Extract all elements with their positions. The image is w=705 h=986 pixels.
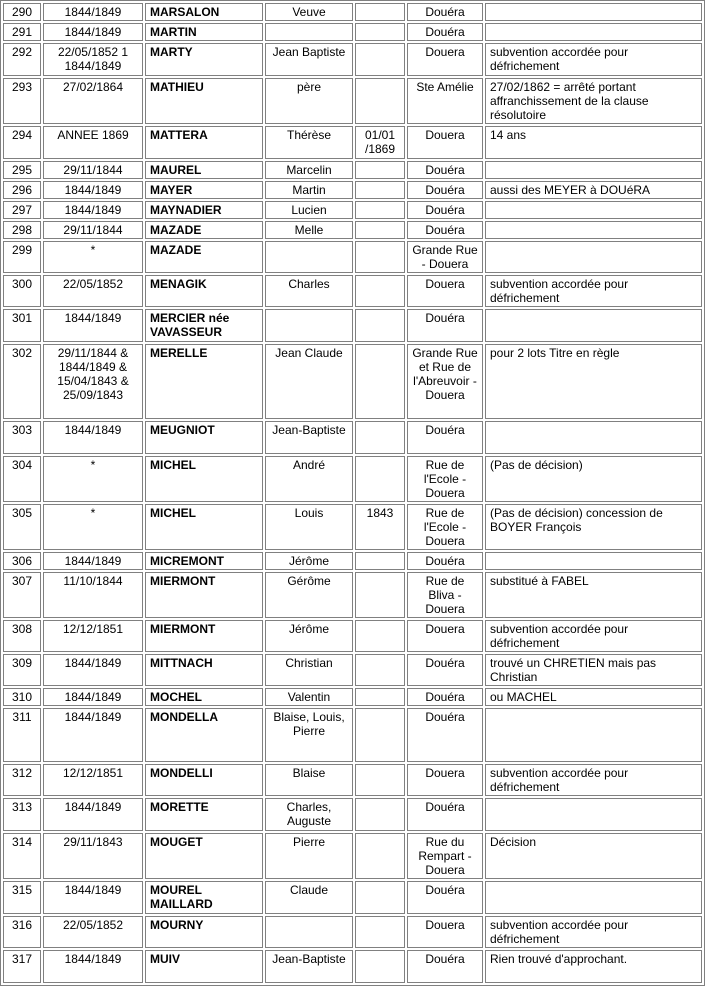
surname-cell: MENAGIK [145,275,263,307]
firstname-cell: Charles, Auguste [265,798,353,831]
row-number: 307 [3,572,41,618]
firstname-cell: Martin [265,181,353,199]
date-cell: 1844/1849 [43,309,143,342]
table-row [3,78,702,124]
note-cell: trouvé un CHRETIEN mais pas Christian [485,654,702,686]
surname-cell: MORETTE [145,798,263,831]
place-cell: Douéra [407,688,483,706]
row-number: 292 [3,43,41,76]
date-cell: 1844/1849 [43,201,143,219]
surname-cell: MATHIEU [145,78,263,124]
note-cell: subvention accordée pour défrichement [485,43,702,76]
firstname-cell [265,309,353,342]
place-cell: Rue de l'Ecole - Douera [407,456,483,502]
year-cell [355,78,405,124]
table-row [3,620,702,652]
surname-cell: MONDELLA [145,708,263,762]
row-number: 310 [3,688,41,706]
note-cell [485,881,702,914]
note-cell [485,552,702,570]
surname-cell: MIERMONT [145,572,263,618]
note-cell [485,23,702,41]
year-cell [355,241,405,273]
surname-cell: MAUREL [145,161,263,179]
surname-cell: MITTNACH [145,654,263,686]
table-row [3,181,702,199]
year-cell [355,421,405,454]
place-cell: Rue de Bliva - Douera [407,572,483,618]
note-cell: pour 2 lots Titre en règle [485,344,702,419]
place-cell: Rue du Rempart - Douera [407,833,483,879]
row-number: 296 [3,181,41,199]
place-cell: Douéra [407,552,483,570]
table-row [3,275,702,307]
firstname-cell: Jean Baptiste [265,43,353,76]
firstname-cell: Gérôme [265,572,353,618]
row-number: 304 [3,456,41,502]
place-cell: Douéra [407,708,483,762]
row-number: 313 [3,798,41,831]
date-cell: * [43,456,143,502]
row-number: 301 [3,309,41,342]
year-cell [355,181,405,199]
note-cell [485,161,702,179]
year-cell [355,344,405,419]
row-number: 300 [3,275,41,307]
year-cell [355,201,405,219]
date-cell: 1844/1849 [43,3,143,21]
row-number: 294 [3,126,41,159]
place-cell: Rue de l'Ecole - Douera [407,504,483,550]
surname-cell: MAYNADIER [145,201,263,219]
surname-cell: MARTY [145,43,263,76]
firstname-cell: Blaise [265,764,353,796]
firstname-cell [265,916,353,948]
year-cell [355,688,405,706]
row-number: 303 [3,421,41,454]
surname-cell: MERCIER née VAVASSEUR [145,309,263,342]
firstname-cell: Jean-Baptiste [265,950,353,983]
place-cell: Douera [407,764,483,796]
note-cell: Décision [485,833,702,879]
row-number: 290 [3,3,41,21]
table-row [3,654,702,686]
surname-cell: MONDELLI [145,764,263,796]
year-cell [355,23,405,41]
table-row [3,552,702,570]
year-cell: 1843 [355,504,405,550]
row-number: 311 [3,708,41,762]
firstname-cell: Thérèse [265,126,353,159]
date-cell: 12/12/1851 [43,764,143,796]
note-cell: ou MACHEL [485,688,702,706]
note-cell [485,798,702,831]
table-row [3,201,702,219]
place-cell: Douéra [407,201,483,219]
year-cell: 01/01 /1869 [355,126,405,159]
row-number: 302 [3,344,41,419]
firstname-cell [265,241,353,273]
surname-cell: MARTIN [145,23,263,41]
note-cell [485,421,702,454]
place-cell: Douera [407,43,483,76]
date-cell: ANNEE 1869 [43,126,143,159]
surname-cell: MOCHEL [145,688,263,706]
date-cell: 29/11/1844 [43,161,143,179]
date-cell: 1844/1849 [43,950,143,983]
table-row [3,221,702,239]
firstname-cell: Christian [265,654,353,686]
place-cell: Douéra [407,798,483,831]
year-cell [355,552,405,570]
year-cell [355,221,405,239]
surname-cell: MICHEL [145,504,263,550]
note-cell: (Pas de décision) concession de BOYER François [485,504,702,550]
year-cell [355,916,405,948]
firstname-cell: Louis [265,504,353,550]
row-number: 305 [3,504,41,550]
year-cell [355,881,405,914]
place-cell: Douera [407,620,483,652]
place-cell: Ste Amélie [407,78,483,124]
table-row [3,421,702,454]
firstname-cell: Valentin [265,688,353,706]
date-cell: 1844/1849 [43,798,143,831]
date-cell: 12/12/1851 [43,620,143,652]
note-cell [485,3,702,21]
place-cell: Douéra [407,221,483,239]
row-number: 308 [3,620,41,652]
note-cell [485,309,702,342]
note-cell [485,221,702,239]
year-cell [355,620,405,652]
note-cell: subvention accordée pour défrichement [485,764,702,796]
row-number: 295 [3,161,41,179]
year-cell [355,309,405,342]
note-cell: aussi des MEYER à DOUéRA [485,181,702,199]
date-cell: * [43,504,143,550]
note-cell: substitué à FABEL [485,572,702,618]
firstname-cell: André [265,456,353,502]
row-number: 293 [3,78,41,124]
date-cell: 1844/1849 [43,23,143,41]
table-row [3,708,702,762]
year-cell [355,798,405,831]
year-cell [355,950,405,983]
date-cell: 1844/1849 [43,654,143,686]
row-number: 317 [3,950,41,983]
date-cell: 11/10/1844 [43,572,143,618]
surname-cell: MATTERA [145,126,263,159]
firstname-cell: Veuve [265,3,353,21]
firstname-cell: Charles [265,275,353,307]
table-row [3,764,702,796]
year-cell [355,3,405,21]
place-cell: Douéra [407,950,483,983]
place-cell: Douera [407,275,483,307]
register-body [3,3,702,983]
surname-cell: MOUREL MAILLARD [145,881,263,914]
table-row [3,456,702,502]
table-row [3,241,702,273]
surname-cell: MAZADE [145,221,263,239]
table-row [3,798,702,831]
date-cell: 1844/1849 [43,688,143,706]
date-cell: 29/11/1843 [43,833,143,879]
firstname-cell: Blaise, Louis, Pierre [265,708,353,762]
date-cell: 22/05/1852 [43,275,143,307]
place-cell: Douéra [407,881,483,914]
date-cell: 22/05/1852 1 1844/1849 [43,43,143,76]
table-row [3,881,702,914]
year-cell [355,833,405,879]
table-row [3,504,702,550]
table-row [3,916,702,948]
firstname-cell: Jérôme [265,620,353,652]
date-cell: 22/05/1852 [43,916,143,948]
firstname-cell: Lucien [265,201,353,219]
note-cell: (Pas de décision) [485,456,702,502]
table-row [3,572,702,618]
surname-cell: MUIV [145,950,263,983]
year-cell [355,456,405,502]
surname-cell: MAZADE [145,241,263,273]
row-number: 309 [3,654,41,686]
date-cell: * [43,241,143,273]
note-cell: Rien trouvé d'approchant. [485,950,702,983]
note-cell: subvention accordée pour défrichement [485,275,702,307]
surname-cell: MICHEL [145,456,263,502]
year-cell [355,708,405,762]
table-row [3,126,702,159]
row-number: 297 [3,201,41,219]
note-cell: subvention accordée pour défrichement [485,620,702,652]
table-row [3,344,702,419]
note-cell [485,708,702,762]
surname-cell: MARSALON [145,3,263,21]
surname-cell: MEUGNIOT [145,421,263,454]
firstname-cell: père [265,78,353,124]
place-cell: Douéra [407,181,483,199]
surname-cell: MAYER [145,181,263,199]
place-cell: Douéra [407,309,483,342]
place-cell: Douera [407,126,483,159]
note-cell: 27/02/1862 = arrêté portant affranchissement de la clause résolutoire [485,78,702,124]
date-cell: 29/11/1844 & 1844/1849 & 15/04/1843 & 25/09/1843 [43,344,143,419]
row-number: 298 [3,221,41,239]
place-cell: Douéra [407,421,483,454]
place-cell: Douéra [407,161,483,179]
place-cell: Grande Rue et Rue de l'Abreuvoir - Douera [407,344,483,419]
note-cell: 14 ans [485,126,702,159]
note-cell [485,241,702,273]
surname-cell: MERELLE [145,344,263,419]
place-cell: Douéra [407,3,483,21]
surname-cell: MOUGET [145,833,263,879]
table-row [3,833,702,879]
note-cell [485,201,702,219]
year-cell [355,43,405,76]
year-cell [355,572,405,618]
date-cell: 1844/1849 [43,421,143,454]
table-row [3,3,702,21]
date-cell: 1844/1849 [43,181,143,199]
row-number: 291 [3,23,41,41]
row-number: 312 [3,764,41,796]
row-number: 306 [3,552,41,570]
table-row [3,309,702,342]
surname-cell: MOURNY [145,916,263,948]
surname-cell: MIERMONT [145,620,263,652]
place-cell: Douéra [407,23,483,41]
surname-cell: MICREMONT [145,552,263,570]
firstname-cell: Jérôme [265,552,353,570]
year-cell [355,161,405,179]
firstname-cell: Jean-Baptiste [265,421,353,454]
date-cell: 1844/1849 [43,708,143,762]
firstname-cell: Claude [265,881,353,914]
date-cell: 27/02/1864 [43,78,143,124]
firstname-cell [265,23,353,41]
firstname-cell: Marcelin [265,161,353,179]
table-row [3,43,702,76]
place-cell: Douéra [407,654,483,686]
firstname-cell: Jean Claude [265,344,353,419]
firstname-cell: Melle [265,221,353,239]
date-cell: 1844/1849 [43,881,143,914]
year-cell [355,654,405,686]
row-number: 314 [3,833,41,879]
firstname-cell: Pierre [265,833,353,879]
year-cell [355,275,405,307]
row-number: 299 [3,241,41,273]
note-cell: subvention accordée pour défrichement [485,916,702,948]
date-cell: 1844/1849 [43,552,143,570]
place-cell: Grande Rue - Douera [407,241,483,273]
date-cell: 29/11/1844 [43,221,143,239]
place-cell: Douera [407,916,483,948]
table-row [3,950,702,983]
row-number: 315 [3,881,41,914]
year-cell [355,764,405,796]
table-row [3,688,702,706]
table-row [3,23,702,41]
table-row [3,161,702,179]
row-number: 316 [3,916,41,948]
